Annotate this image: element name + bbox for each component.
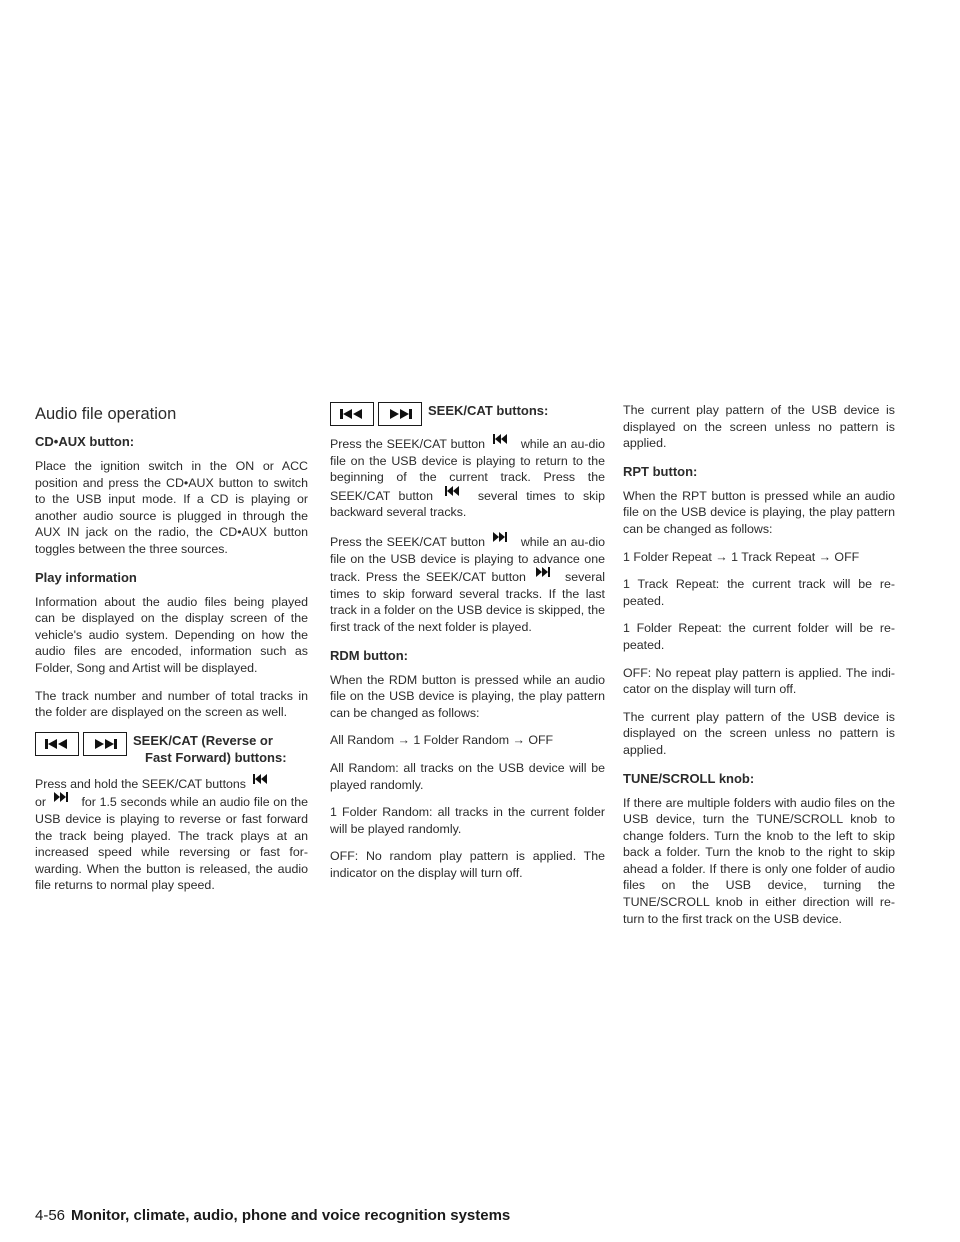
seek-heading-row [330, 402, 605, 426]
rdm-folder-random: 1 Folder Random: all tracks in the current folder will be played randomly. [330, 805, 605, 836]
seek-fwd-text-b: while an au-dio file on the USB device is playing to advance one track. Press the SEEK/CAT button [330, 534, 606, 585]
rpt-text: When the RPT button is pressed while an audio file on the USB device is playing, the play pattern can be changed as follows: [623, 488, 895, 536]
page-footer [35, 1207, 510, 1224]
section-title: Audio file operation [35, 405, 177, 423]
seek-forward-inline-icon [493, 532, 507, 542]
track-text: The track number and number of total tracks in the folder are displayed on the screen as well. [35, 688, 308, 720]
seek-fwd-text-a: Press the SEEK/CAT button [330, 534, 486, 549]
seek-back-text [330, 434, 605, 521]
pattern-text: The current play pattern of the USB device is displayed on the screen unless no pattern is applied. [623, 403, 895, 451]
cdaux-heading: CD•AUX button: [35, 434, 135, 449]
play-info-heading: Play information [35, 569, 137, 585]
column-3 [623, 402, 895, 938]
rdm-all-random: All Random: all tracks on the USB device will be played randomly. [330, 760, 605, 792]
page-number: 4-56 [35, 1207, 66, 1224]
seek-back-text-a: Press the SEEK/CAT button [330, 437, 486, 451]
seek-fwd-text-c: several times to skip forward several tracks. If the last track in a folder on the USB device is skipped, the first track of the next folder is played. [330, 570, 605, 634]
seek-forward-inline-icon [54, 792, 68, 802]
press-hold-text-b: or [35, 795, 47, 810]
seek-heading: SEEK/CAT buttons: [428, 403, 549, 418]
rdm-sequence: All Random → 1 Folder Random → OFF [330, 733, 554, 748]
seek-back-button-icon [330, 402, 374, 426]
rpt-heading: RPT button: [623, 463, 698, 479]
rpt-sequence: 1 Folder Repeat → 1 Track Repeat → OFF [623, 549, 860, 564]
seek-back-inline-icon [493, 434, 507, 444]
rpt-off: OFF: No repeat play pattern is applied. The indi-cator on the display will turn off. [623, 665, 895, 697]
chapter-title: Monitor, climate, audio, phone and voice recognition systems [71, 1207, 511, 1224]
seek-rev-ff-heading-line-2: Fast Forward) buttons: [145, 749, 287, 765]
pattern-text-2: The current play pattern of the USB device is displayed on the screen unless no pattern is applied. [623, 709, 895, 757]
seek-back-text-b: while an au-dio file on the USB device is playing to return to the beginning of the current track. Press the SEEK/CAT button [330, 437, 606, 503]
seek-rev-ff-heading-line-1: SEEK/CAT (Reverse or [133, 732, 273, 748]
column-1 [35, 402, 308, 905]
press-hold-text-c: for 1.5 seconds while an audio file on the USB device is playing to reverse or fast forward the track being played. The track plays at an increased speed while reversing or fast for-warding. When the button is released, the audio file returns to normal play speed. [35, 795, 308, 893]
seek-back-text-c: several times to skip backward several tracks. [330, 488, 605, 520]
rdm-off: OFF: No random play pattern is applied. The indicator on the display will turn off. [330, 849, 605, 880]
rpt-folder-repeat: 1 Folder Repeat: the current folder will be re-peated. [623, 621, 895, 652]
rdm-heading: RDM button: [330, 647, 408, 663]
seek-back-inline-icon [253, 774, 267, 784]
seek-forward-button-icon [83, 732, 127, 756]
press-hold-text [35, 774, 308, 894]
seek-back-inline-icon [445, 486, 459, 496]
seek-rev-ff-heading-row [35, 732, 308, 766]
play-info-text: Information about the audio files being played can be displayed on the display screen of the vehicle's audio system. Depending on how the audio files are encoded, information such as Folder, Song and Artist will be displayed. [35, 594, 308, 675]
column-2 [330, 402, 605, 892]
rpt-track-repeat: 1 Track Repeat: the current track will be re-peated. [623, 577, 895, 608]
seek-rev-ff-heading [133, 732, 287, 766]
seek-back-button-icon [35, 732, 79, 756]
seek-forward-button-icon [378, 402, 422, 426]
cdaux-text: Place the ignition switch in the ON or ACC position and press the CD•AUX button to switch to the USB input mode. If a CD is playing or another audio source is plugged in through the AUX IN jack on the radio, the CD•AUX button toggles between the three sources. [35, 459, 308, 556]
rdm-text: When the RDM button is pressed while an audio file on the USB device is playing, the play pattern can be changed as follows: [330, 672, 605, 720]
seek-fwd-text [330, 532, 605, 636]
tune-scroll-text: If there are multiple folders with audio files on the USB device, turn the TUNE/SCROLL knob to change folders. Turn the knob to the left to skip back a folder. Turn the knob to the right to skip ahead a folder. If there is only one folder of audio files on the USB device, turning the TUNE/SCROLL knob in either direction will re-turn to the first track on the USB device. [623, 795, 895, 926]
seek-forward-inline-icon [536, 567, 550, 577]
press-hold-text-a: Press and hold the SEEK/CAT buttons [35, 776, 246, 791]
tune-scroll-heading: TUNE/SCROLL knob: [623, 770, 755, 786]
